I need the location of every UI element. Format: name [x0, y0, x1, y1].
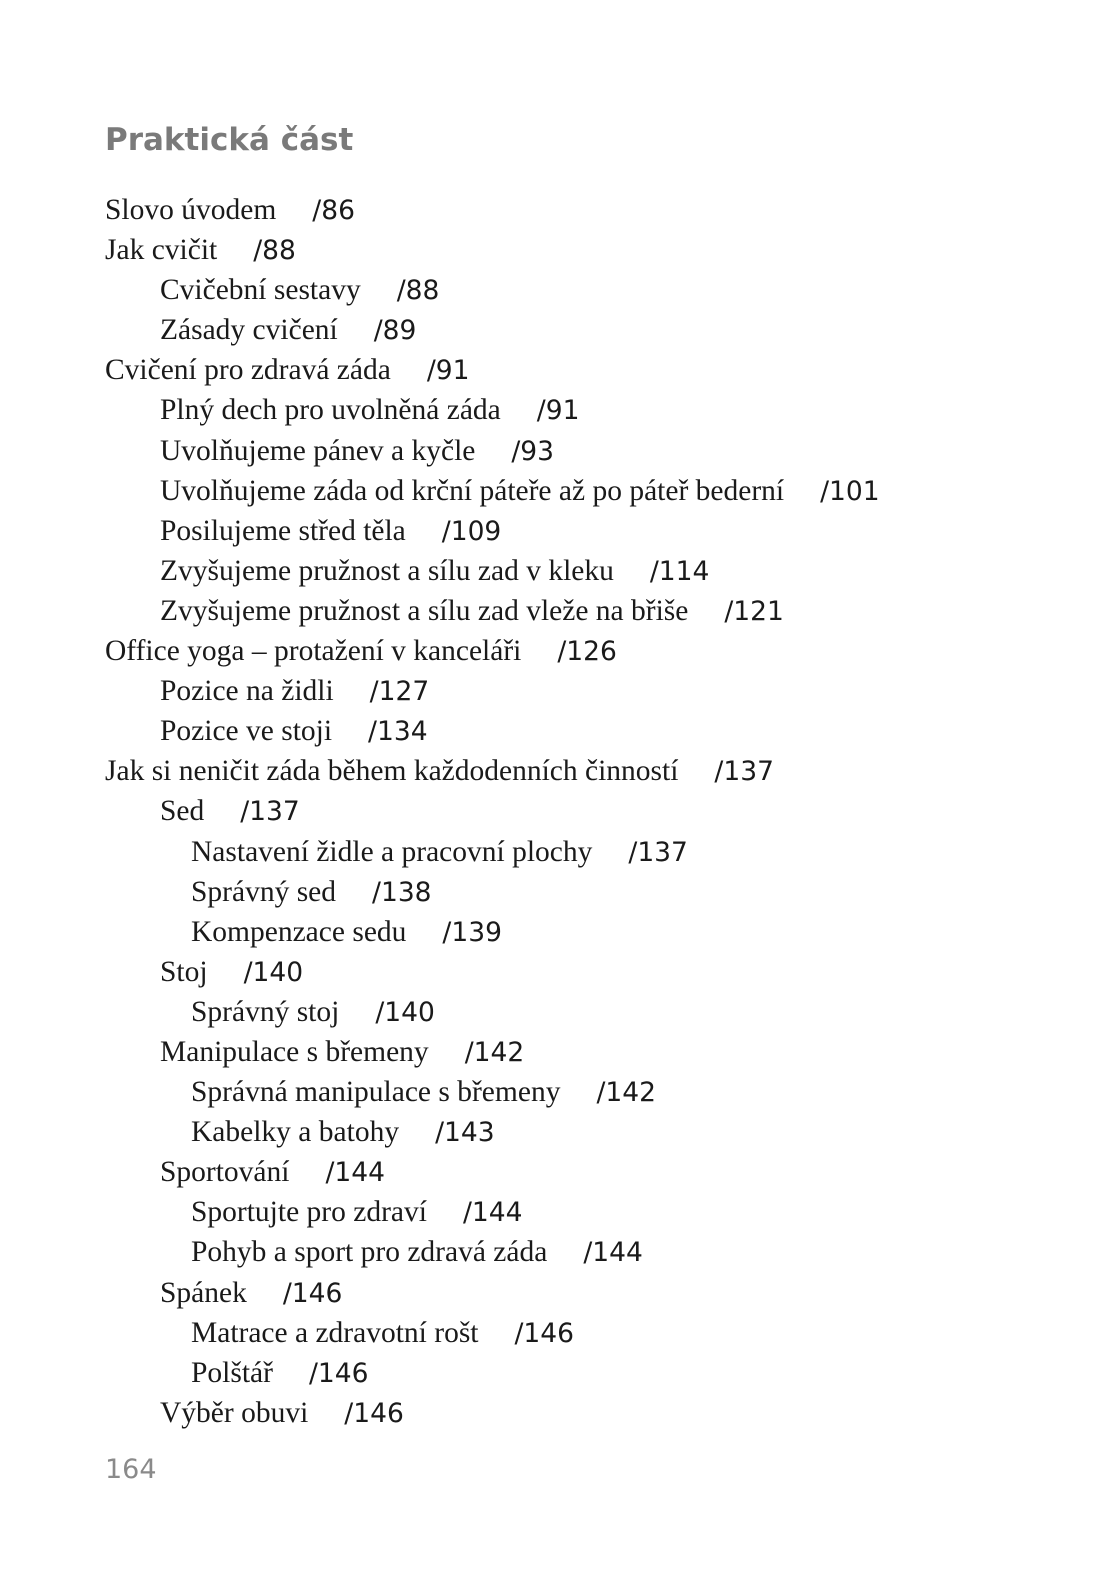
toc-entry [0, 1032, 1105, 1072]
toc-entry-page-number: /139 [442, 916, 502, 948]
toc-entry-title: Jak cvičit [105, 234, 218, 267]
toc-entry-title: Pohyb a sport pro zdravá záda [191, 1236, 548, 1269]
toc-entry-page-number: /126 [557, 636, 617, 668]
toc-entry-title: Polštář [191, 1356, 273, 1389]
toc-entry [0, 511, 1105, 551]
toc-entry-page-number: /146 [308, 1357, 369, 1389]
toc-entry [0, 431, 1105, 471]
toc-entry [0, 631, 1105, 671]
toc-entry-page-number: /89 [373, 315, 417, 347]
toc-entry-page-number: /137 [714, 756, 774, 788]
toc-entry-title: Uvolňujeme záda od krční páteře až po páteř bederní [160, 474, 785, 507]
toc-entry-title: Plný dech pro uvolněná záda [160, 394, 501, 427]
toc-entry [0, 872, 1105, 912]
toc-entry-title: Nastavení židle a pracovní plochy [191, 835, 593, 868]
toc-entry-page-number: /127 [369, 676, 430, 708]
toc-entry-title: Kabelky a batohy [191, 1116, 400, 1149]
toc-entry-page-number: /146 [344, 1397, 404, 1429]
toc-entry-title: Stoj [160, 955, 208, 988]
toc-entry-title: Sportujte pro zdraví [191, 1196, 427, 1229]
toc-entry-page-number: /144 [325, 1157, 385, 1189]
toc-entry-title: Manipulace s břemeny [160, 1035, 429, 1068]
toc-entry-page-number: /144 [462, 1197, 523, 1229]
toc-entry-page-number: /88 [396, 275, 440, 307]
toc-entry [0, 751, 1105, 791]
toc-entry-title: Matrace a zdravotní rošt [191, 1316, 479, 1349]
section-title: Praktická část [105, 122, 354, 158]
toc-entry-title: Zvyšujeme pružnost a sílu zad vleže na břiše [160, 594, 689, 627]
toc-entry-page-number: /138 [372, 876, 432, 908]
toc-entry-page-number: /146 [282, 1277, 343, 1309]
toc-entry-title: Správná manipulace s břemeny [191, 1076, 561, 1109]
toc-entry-title: Cvičení pro zdravá záda [105, 354, 391, 387]
toc-entry-title: Slovo úvodem [105, 194, 277, 226]
toc-entry [0, 190, 1105, 230]
toc-entry [0, 992, 1105, 1032]
toc-entry-title: Office yoga – protažení v kanceláři [105, 635, 522, 668]
toc-entry-title: Uvolňujeme pánev a kyčle [160, 434, 476, 467]
toc-entry-title: Kompenzace sedu [191, 915, 407, 948]
toc-entry-page-number: /140 [375, 996, 435, 1028]
toc-entry-title: Zvyšujeme pružnost a sílu zad v kleku [160, 554, 614, 587]
toc-entry [0, 1353, 1105, 1393]
toc-entry-page-number: /144 [583, 1237, 643, 1269]
toc-entry [0, 952, 1105, 992]
toc-entry-page-number: /140 [243, 956, 304, 988]
toc-entry-page-number: /91 [536, 395, 580, 427]
toc-entry-title: Správný stoj [191, 995, 340, 1028]
toc-entry [0, 551, 1105, 591]
toc-entry-title: Pozice na židli [160, 675, 334, 708]
toc-entry [0, 791, 1105, 831]
toc-entry-page-number: /142 [596, 1077, 656, 1109]
table-of-contents [0, 190, 1105, 1433]
toc-entry-title: Posilujeme střed těla [160, 514, 406, 547]
toc-entry [0, 390, 1105, 430]
toc-entry [0, 350, 1105, 390]
toc-entry [0, 832, 1105, 872]
toc-entry-title: Výběr obuvi [160, 1396, 309, 1429]
toc-entry-page-number: /146 [514, 1317, 575, 1349]
toc-entry-title: Sportování [160, 1156, 290, 1189]
toc-entry-page-number: /93 [511, 435, 555, 467]
toc-entry [0, 230, 1105, 270]
toc-entry-page-number: /91 [426, 355, 470, 387]
toc-entry-page-number: /86 [312, 195, 355, 226]
toc-entry [0, 671, 1105, 711]
toc-entry-page-number: /143 [435, 1117, 495, 1149]
toc-entry [0, 310, 1105, 350]
toc-entry [0, 1232, 1105, 1272]
toc-entry-page-number: /109 [441, 515, 502, 547]
page-number: 164 [105, 1454, 157, 1485]
toc-entry-title: Spánek [160, 1276, 247, 1309]
toc-entry [0, 270, 1105, 310]
toc-entry [0, 471, 1105, 511]
toc-entry-title: Jak si neničit záda během každodenních činností [105, 755, 679, 788]
toc-entry-title: Správný sed [191, 875, 337, 908]
toc-entry-title: Cvičební sestavy [160, 274, 361, 307]
toc-entry [0, 1152, 1105, 1192]
toc-entry-page-number: /88 [253, 235, 296, 267]
toc-entry-page-number: /121 [724, 595, 784, 627]
toc-entry [0, 1072, 1105, 1112]
toc-entry-page-number: /101 [820, 475, 880, 507]
toc-entry [0, 1112, 1105, 1152]
toc-entry-page-number: /134 [368, 716, 428, 748]
toc-entry-page-number: /137 [628, 836, 688, 868]
toc-entry-page-number: /137 [240, 796, 300, 828]
toc-entry [0, 1393, 1105, 1433]
toc-entry-page-number: /142 [464, 1036, 525, 1068]
toc-entry [0, 912, 1105, 952]
toc-entry-title: Pozice ve stoji [160, 715, 333, 748]
toc-entry [0, 591, 1105, 631]
toc-entry [0, 1273, 1105, 1313]
toc-entry-title: Sed [160, 795, 205, 828]
toc-entry-page-number: /114 [649, 555, 710, 587]
toc-entry [0, 711, 1105, 751]
toc-entry-title: Zásady cvičení [160, 314, 338, 347]
toc-entry [0, 1313, 1105, 1353]
toc-entry [0, 1192, 1105, 1232]
